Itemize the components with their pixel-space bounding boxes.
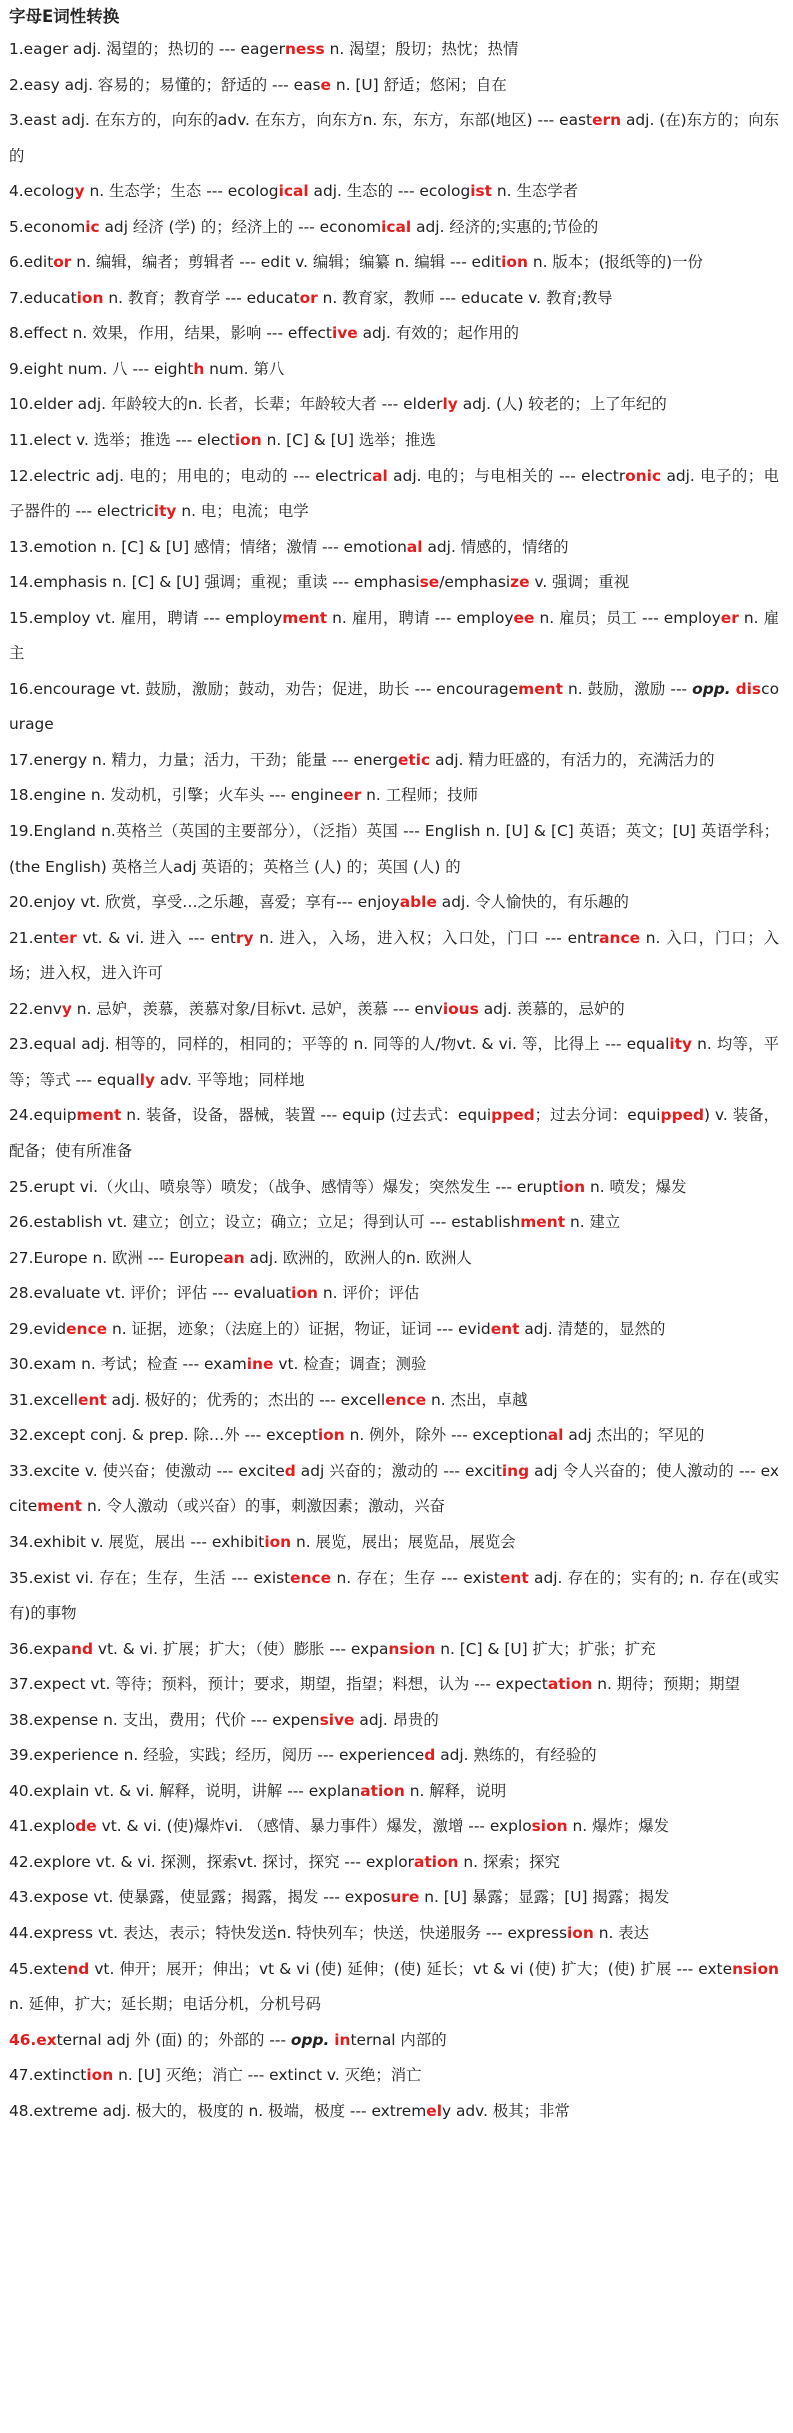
entry-text: n. 生态学者 bbox=[492, 182, 579, 201]
highlighted-suffix: nd bbox=[67, 1959, 90, 1978]
entry-text: 33.excite v. 使兴奋；使激动 --- excite bbox=[9, 1461, 285, 1480]
entry-text: n. 装备，设备，器械，装置 --- equip (过去式：equi bbox=[121, 1106, 492, 1125]
entry-text: n. 例外，除外 --- exception bbox=[344, 1426, 548, 1445]
highlighted-suffix: etic bbox=[397, 750, 431, 769]
entry-list bbox=[9, 32, 779, 2129]
entry-text: adj 杰出的；罕见的 bbox=[563, 1426, 705, 1445]
entry-text: adj. 清楚的，显然的 bbox=[519, 1319, 666, 1338]
entry-text: y adv. 极其；非常 bbox=[441, 2101, 570, 2120]
highlighted-suffix: ment bbox=[37, 1497, 83, 1516]
entry-text: 19.England n.英格兰（英国的主要部分），（泛指）英国 --- English n. [U] & [C] 英语；英文；[U] 英语学科；(the English) 英格兰人adj 英语的；英格兰 (人) 的；英国 (人) 的 bbox=[9, 822, 779, 876]
entry-text: 3.east adj. 在东方的，向东的adv. 在东方，向东方n. 东，东方，东部(地区) --- east bbox=[9, 111, 593, 130]
highlighted-suffix: ent bbox=[78, 1390, 107, 1409]
entry-text: adj. 羡慕的，忌妒的 bbox=[478, 999, 625, 1018]
highlighted-suffix: er bbox=[58, 928, 77, 947]
vocab-entry bbox=[9, 1916, 779, 1952]
highlighted-suffix: ent bbox=[490, 1319, 520, 1338]
highlighted-suffix: pped bbox=[491, 1106, 535, 1125]
entry-text: 10.elder adj. 年龄较大的n. 长者，长辈；年龄较大者 --- elder bbox=[9, 395, 443, 414]
vocab-entry bbox=[9, 387, 779, 423]
highlighted-suffix: ine bbox=[246, 1355, 274, 1374]
entry-text: adj. 欧洲的，欧洲人的n. 欧洲人 bbox=[244, 1248, 472, 1267]
entry-text: n. 探索；探究 bbox=[458, 1852, 560, 1871]
vocab-entry bbox=[9, 1774, 779, 1810]
entry-text: n. 生态学；生态 --- ecolog bbox=[84, 182, 279, 201]
entry-text: 39.experience n. 经验，实践；经历，阅历 --- experience bbox=[9, 1746, 425, 1765]
entry-text: n. 雇员；员工 --- employ bbox=[534, 608, 721, 627]
page-title: 字母E词性转换 bbox=[9, 7, 120, 26]
highlighted-suffix: ion bbox=[291, 1284, 318, 1303]
highlighted-suffix: ze bbox=[510, 573, 530, 592]
highlighted-suffix: nd bbox=[70, 1639, 93, 1658]
entry-text: n. 鼓励，激励 --- bbox=[562, 679, 693, 698]
entry-text: 41.explo bbox=[9, 1817, 76, 1836]
entry-text: 8.effect n. 效果，作用，结果，影响 --- effect bbox=[9, 324, 332, 343]
vocab-entry bbox=[9, 1454, 779, 1525]
highlighted-suffix: y bbox=[74, 182, 85, 201]
entry-text: n. 教育家，教师 --- educate v. 教育;教导 bbox=[317, 288, 613, 307]
highlighted-suffix: ence bbox=[385, 1390, 427, 1409]
vocab-entry bbox=[9, 459, 779, 530]
entry-text: adj. 电的；与电相关的 --- electr bbox=[387, 466, 626, 485]
highlighted-suffix: al bbox=[372, 466, 388, 485]
highlighted-suffix: ure bbox=[390, 1888, 420, 1907]
entry-text: adj. 生态的 --- ecolog bbox=[308, 182, 471, 201]
highlighted-suffix: ment bbox=[518, 679, 563, 698]
entry-text: n. 杰出，卓越 bbox=[426, 1390, 528, 1409]
entry-text: 16.encourage vt. 鼓励，激励；鼓动，劝告；促进，助长 --- encourage bbox=[9, 679, 519, 698]
entry-text: 43.expose vt. 使暴露，使显露；揭露，揭发 --- expos bbox=[9, 1888, 391, 1907]
entry-text: 23.equal adj. 相等的，同样的，相同的；平等的 n. 同等的人/物vt. & vi. 等，比得上 --- equal bbox=[9, 1035, 670, 1054]
vocab-entry bbox=[9, 2058, 779, 2094]
entry-text: n. [U] 舒适；悠闲；自在 bbox=[330, 75, 507, 94]
highlighted-suffix: sion bbox=[531, 1817, 568, 1836]
highlighted-suffix: ion bbox=[264, 1532, 292, 1551]
vocab-entry bbox=[9, 1418, 779, 1454]
entry-text: ；过去分词：equi bbox=[534, 1106, 661, 1125]
highlighted-suffix: ity bbox=[669, 1035, 693, 1054]
highlighted-suffix: ment bbox=[76, 1106, 122, 1125]
highlighted-suffix: ence bbox=[66, 1319, 108, 1338]
entry-text: adj 兴奋的；激动的 --- excit bbox=[295, 1461, 502, 1480]
entry-text: 25.erupt vi.（火山、喷泉等）喷发；（战争、感情等）爆发；突然发生 --- erupt bbox=[9, 1177, 559, 1196]
entry-text: 13.emotion n. [C] & [U] 感情；情绪；激情 --- emotion bbox=[9, 537, 407, 556]
vocab-entry bbox=[9, 1276, 779, 1312]
highlighted-suffix: dis bbox=[735, 679, 762, 698]
opposite-label: opp. bbox=[290, 2030, 330, 2049]
entry-text: n. 证据，迹象；（法庭上的）证据，物证，证词 --- evid bbox=[107, 1319, 491, 1338]
highlighted-suffix: ion bbox=[317, 1426, 345, 1445]
entry-text: n. [U] 暴露；显露；[U] 揭露；揭发 bbox=[419, 1888, 670, 1907]
entry-text: 12.electric adj. 电的；用电的；电动的 --- electric bbox=[9, 466, 373, 485]
highlighted-suffix: able bbox=[399, 893, 437, 912]
highlighted-suffix: se bbox=[419, 573, 440, 592]
highlighted-suffix: ion bbox=[234, 431, 262, 450]
highlighted-suffix: ing bbox=[501, 1461, 530, 1480]
vocab-entry bbox=[9, 1880, 779, 1916]
entry-text: n. [C] & [U] 选举；推选 bbox=[261, 431, 436, 450]
highlighted-suffix: ly bbox=[139, 1070, 156, 1089]
highlighted-suffix: or bbox=[299, 288, 318, 307]
entry-text: vt. 检查；调查；测验 bbox=[273, 1355, 427, 1374]
entry-text: 35.exist vi. 存在；生存，生活 --- exist bbox=[9, 1568, 291, 1587]
vocab-entry bbox=[9, 992, 779, 1028]
entry-text: adj. 存在的；实有的; n. 存在(或实有)的事物 bbox=[9, 1568, 779, 1623]
entry-text: 4.ecolog bbox=[9, 182, 75, 201]
entry-text: num. 第八 bbox=[204, 359, 285, 378]
entry-text: n. 期待；预期；期望 bbox=[592, 1675, 740, 1694]
entry-text: 2.easy adj. 容易的；易懂的；舒适的 --- eas bbox=[9, 75, 321, 94]
entry-text: 7.educat bbox=[9, 288, 77, 307]
vocab-entry bbox=[9, 2094, 779, 2130]
entry-text: 15.employ vt. 雇用，聘请 --- employ bbox=[9, 608, 283, 627]
vocab-entry bbox=[9, 1383, 779, 1419]
vocab-entry bbox=[9, 778, 779, 814]
highlighted-suffix: ence bbox=[290, 1568, 332, 1587]
vocab-entry bbox=[9, 32, 779, 68]
entry-text: n. [C] & [U] 扩大；扩张；扩充 bbox=[435, 1639, 656, 1658]
highlighted-suffix: in bbox=[334, 2030, 351, 2049]
highlighted-suffix: 46.ex bbox=[9, 2030, 57, 2049]
entry-text: 26.establish vt. 建立；创立；设立；确立；立足；得到认可 --- establish bbox=[9, 1213, 521, 1232]
entry-text: 44.express vt. 表达，表示；特快发送n. 特快列车；快送，快递服务 --- express bbox=[9, 1923, 568, 1942]
entry-text: n. 评价；评估 bbox=[317, 1284, 420, 1303]
entry-text: n. 令人激动（或兴奋）的事，刺激因素；激动，兴奋 bbox=[82, 1497, 446, 1516]
entry-text: 47.extinct bbox=[9, 2066, 87, 2085]
entry-text: ternal adj 外 (面) 的；外部的 --- bbox=[56, 2030, 291, 2049]
entry-text: 36.expa bbox=[9, 1639, 71, 1658]
highlighted-suffix: ity bbox=[153, 502, 177, 521]
vocab-entry bbox=[9, 1170, 779, 1206]
highlighted-suffix: an bbox=[223, 1248, 245, 1267]
entry-text: n. 教育；教育学 --- educat bbox=[103, 288, 300, 307]
vocab-entry bbox=[9, 1845, 779, 1881]
vocab-entry bbox=[9, 2023, 779, 2059]
vocab-entry bbox=[9, 103, 779, 174]
entry-text: 21.ent bbox=[9, 928, 59, 947]
entry-text: 29.evid bbox=[9, 1319, 67, 1338]
vocab-entry bbox=[9, 1241, 779, 1277]
highlighted-suffix: ion bbox=[558, 1177, 586, 1196]
entry-text: adj. (在)东方的；向东的 bbox=[9, 111, 779, 165]
highlighted-suffix: ry bbox=[235, 928, 254, 947]
entry-text: adj. 极好的；优秀的；杰出的 --- excell bbox=[106, 1390, 386, 1409]
vocab-entry bbox=[9, 921, 779, 992]
vocab-entry bbox=[9, 68, 779, 104]
highlighted-suffix: nsion bbox=[388, 1639, 436, 1658]
highlighted-suffix: ation bbox=[547, 1675, 593, 1694]
vocab-entry bbox=[9, 814, 779, 885]
vocab-entry bbox=[9, 1205, 779, 1241]
entry-text: 40.explain vt. & vi. 解释，说明，讲解 --- explan bbox=[9, 1781, 361, 1800]
vocab-entry bbox=[9, 1312, 779, 1348]
highlighted-suffix: ic bbox=[85, 217, 100, 236]
highlighted-suffix: ical bbox=[381, 217, 412, 236]
highlighted-suffix: er bbox=[720, 608, 739, 627]
entry-text: n. 解释，说明 bbox=[404, 1781, 507, 1800]
entry-text: 6.edit bbox=[9, 253, 54, 272]
vocab-entry bbox=[9, 1667, 779, 1703]
entry-text: n. 工程师；技师 bbox=[361, 786, 479, 805]
highlighted-suffix: ion bbox=[501, 253, 528, 272]
entry-text: 42.explore vt. & vi. 探测，探索vt. 探讨，探究 --- explor bbox=[9, 1852, 414, 1871]
vocab-entry bbox=[9, 885, 779, 921]
entry-text: vt. & vi. (使)爆炸vi. （感情、暴力事件）爆发，激增 --- explo bbox=[96, 1817, 532, 1836]
entry-text: adj. 熟练的，有经验的 bbox=[435, 1746, 597, 1765]
entry-text: adj. 昂贵的 bbox=[354, 1710, 439, 1729]
highlighted-suffix: ern bbox=[592, 111, 622, 130]
highlighted-suffix: ist bbox=[470, 182, 493, 201]
entry-text: 11.elect v. 选举；推选 --- elect bbox=[9, 431, 235, 450]
entry-text: n. 版本；(报纸等的)一份 bbox=[527, 253, 703, 272]
vocab-entry bbox=[9, 565, 779, 601]
entry-text: adj. 电子的；电子器件的 --- electric bbox=[9, 466, 779, 521]
entry-text: v. 强调；重视 bbox=[529, 573, 630, 592]
entry-text: 27.Europe n. 欧洲 --- Europe bbox=[9, 1248, 224, 1267]
highlighted-suffix: er bbox=[343, 786, 362, 805]
highlighted-suffix: ive bbox=[331, 324, 358, 343]
highlighted-suffix: el bbox=[426, 2101, 442, 2120]
entry-text: n. 入口，门口；入场；进入权，进入许可 bbox=[9, 928, 779, 983]
entry-text: n. 展览，展出；展览品，展览会 bbox=[291, 1532, 516, 1551]
entry-text: adj 令人兴奋的；使人激动的 --- excite bbox=[9, 1461, 779, 1516]
vocab-entry bbox=[9, 1027, 779, 1098]
entry-text: 14.emphasis n. [C] & [U] 强调；重视；重读 --- emphasi bbox=[9, 573, 420, 592]
entry-text: n. 均等，平等；等式 --- equal bbox=[9, 1035, 779, 1089]
highlighted-suffix: ion bbox=[567, 1923, 594, 1942]
highlighted-suffix: pped bbox=[660, 1106, 705, 1125]
entry-text: courage bbox=[9, 679, 779, 734]
highlighted-suffix: d bbox=[284, 1461, 296, 1480]
entry-text: adj. 精力旺盛的，有活力的，充满活力的 bbox=[430, 750, 715, 769]
entry-text: 9.eight num. 八 --- eight bbox=[9, 359, 194, 378]
entry-text: vt. & vi. 扩展；扩大；（使）膨胀 --- expa bbox=[92, 1639, 389, 1658]
entry-text: vt. & vi. 进入 --- ent bbox=[76, 928, 236, 947]
entry-text: 20.enjoy vt. 欣赏，享受…之乐趣，喜爱；享有--- enjoy bbox=[9, 893, 400, 912]
vocab-entry bbox=[9, 1098, 779, 1169]
vocab-entry bbox=[9, 423, 779, 459]
vocab-entry bbox=[9, 530, 779, 566]
entry-text: adv. 平等地；同样地 bbox=[155, 1070, 305, 1089]
vocab-entry bbox=[9, 281, 779, 317]
highlighted-suffix: nsion bbox=[732, 1959, 779, 1978]
entry-text: adj. 令人愉快的，有乐趣的 bbox=[436, 893, 629, 912]
entry-text: n. 延伸，扩大；延长期；电话分机，分机号码 bbox=[9, 1995, 321, 2014]
entry-text: 5.econom bbox=[9, 217, 86, 236]
entry-text: 1.eager adj. 渴望的；热切的 --- eager bbox=[9, 40, 285, 58]
highlighted-suffix: ation bbox=[360, 1781, 405, 1800]
vocab-entry bbox=[9, 1347, 779, 1383]
entry-text: 31.excell bbox=[9, 1390, 78, 1409]
entry-text: 32.except conj. & prep. 除…外 --- except bbox=[9, 1426, 318, 1445]
highlighted-suffix: ee bbox=[513, 608, 535, 627]
entry-text: 38.expense n. 支出，费用；代价 --- expen bbox=[9, 1710, 320, 1729]
entry-text: 30.exam n. 考试；检查 --- exam bbox=[9, 1355, 247, 1374]
vocab-entry bbox=[9, 1632, 779, 1668]
entry-text: n. 渴望；殷切；热忱；热情 bbox=[324, 40, 519, 58]
entry-text: n. 编辑，编者；剪辑者 --- edit v. 编辑；编纂 n. 编辑 --- edit bbox=[71, 253, 502, 272]
highlighted-suffix: y bbox=[61, 999, 72, 1018]
highlighted-suffix: de bbox=[75, 1817, 97, 1836]
highlighted-suffix: ious bbox=[442, 999, 479, 1018]
entry-text: ternal 内部的 bbox=[350, 2030, 447, 2049]
entry-text: 28.evaluate vt. 评价；评估 --- evaluat bbox=[9, 1284, 292, 1303]
highlighted-suffix: d bbox=[424, 1746, 436, 1765]
highlighted-suffix: ment bbox=[520, 1213, 566, 1232]
vocab-entry bbox=[9, 672, 779, 743]
entry-text: n. 存在；生存 --- exist bbox=[331, 1568, 500, 1587]
entry-text: 34.exhibit v. 展览，展出 --- exhibit bbox=[9, 1532, 265, 1551]
entry-text: n. 建立 bbox=[565, 1213, 621, 1232]
highlighted-suffix: ation bbox=[413, 1852, 459, 1871]
entry-text: n. 爆炸；爆发 bbox=[567, 1817, 669, 1836]
highlighted-suffix: ical bbox=[278, 182, 309, 201]
opposite-label: opp. bbox=[692, 679, 731, 698]
entry-text: n. 雇主 bbox=[9, 608, 779, 663]
highlighted-suffix: sive bbox=[319, 1710, 355, 1729]
entry-text: 22.env bbox=[9, 999, 62, 1018]
highlighted-suffix: onic bbox=[625, 466, 662, 485]
highlighted-suffix: h bbox=[193, 359, 205, 378]
entry-text: 24.equip bbox=[9, 1106, 77, 1125]
entry-text: vt. 伸开；展开；伸出；vt & vi (使) 延伸；(使) 延长；vt & vi (使) 扩大；(使) 扩展 --- exte bbox=[89, 1959, 733, 1978]
highlighted-suffix: ness bbox=[284, 40, 325, 58]
entry-text: n. 电；电流；电学 bbox=[176, 502, 309, 521]
vocab-entry bbox=[9, 1738, 779, 1774]
entry-text: 37.expect vt. 等待；预料，预计；要求，期望，指望；料想，认为 --- expect bbox=[9, 1675, 548, 1694]
highlighted-suffix: al bbox=[406, 537, 423, 556]
entry-text: 48.extreme adj. 极大的，极度的 n. 极端，极度 --- extrem bbox=[9, 2101, 427, 2120]
entry-text: /emphasi bbox=[439, 573, 511, 592]
vocab-entry bbox=[9, 743, 779, 779]
highlighted-suffix: ment bbox=[282, 608, 328, 627]
highlighted-suffix: ent bbox=[499, 1568, 529, 1587]
highlighted-suffix: ion bbox=[86, 2066, 114, 2085]
entry-text: adj. 有效的；起作用的 bbox=[357, 324, 519, 343]
entry-text: 17.energy n. 精力，力量；活力，干劲；能量 --- energ bbox=[9, 750, 398, 769]
vocab-entry bbox=[9, 174, 779, 210]
vocab-entry bbox=[9, 352, 779, 388]
entry-text: adj. 经济的;实惠的;节俭的 bbox=[411, 217, 599, 236]
vocab-entry bbox=[9, 1703, 779, 1739]
entry-text: adj 经济 (学) 的；经济上的 --- econom bbox=[99, 217, 382, 236]
entry-text: n. [U] 灭绝；消亡 --- extinct v. 灭绝；消亡 bbox=[113, 2066, 422, 2085]
vocab-entry bbox=[9, 601, 779, 672]
entry-text: adj. (人) 较老的；上了年纪的 bbox=[457, 395, 667, 414]
entry-text: 45.exte bbox=[9, 1959, 68, 1978]
highlighted-suffix: e bbox=[320, 75, 331, 94]
highlighted-suffix: ion bbox=[76, 288, 104, 307]
entry-text: n. 雇用，聘请 --- employ bbox=[327, 608, 514, 627]
highlighted-suffix: ance bbox=[599, 928, 641, 947]
entry-text: adj. 情感的，情绪的 bbox=[422, 537, 569, 556]
entry-text: ) v. 装备，配备；使有所准备 bbox=[9, 1106, 779, 1160]
entry-text: n. 进入，入场，进入权；入口处，门口 --- entr bbox=[253, 928, 600, 947]
highlighted-suffix: or bbox=[53, 253, 72, 272]
vocab-entry bbox=[9, 1561, 779, 1632]
entry-text: n. 喷发；爆发 bbox=[585, 1177, 687, 1196]
highlighted-suffix: ly bbox=[442, 395, 458, 414]
entry-text: n. 忌妒，羡慕，羡慕对象/目标vt. 忌妒，羡慕 --- env bbox=[71, 999, 443, 1018]
vocab-entry bbox=[9, 1525, 779, 1561]
vocab-entry bbox=[9, 1809, 779, 1845]
vocab-entry bbox=[9, 316, 779, 352]
vocab-entry bbox=[9, 210, 779, 246]
vocab-entry bbox=[9, 245, 779, 281]
highlighted-suffix: al bbox=[547, 1426, 564, 1445]
entry-text: 18.engine n. 发动机，引擎；火车头 --- engine bbox=[9, 786, 344, 805]
entry-text: n. 表达 bbox=[593, 1923, 650, 1942]
vocab-entry bbox=[9, 1952, 779, 2023]
